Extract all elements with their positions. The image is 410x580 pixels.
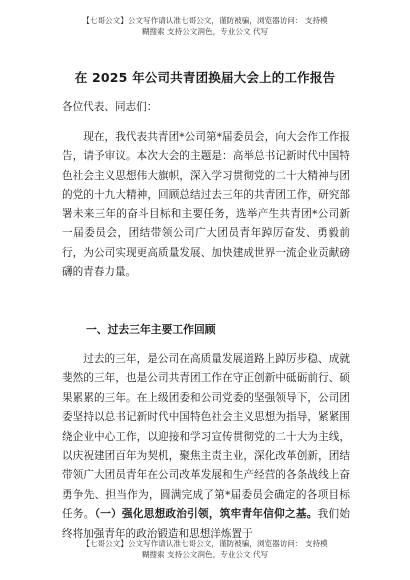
intro-paragraph-text: 现在，我代表共青团*公司第*届委员会，向大会作工作报告，请予审议。本次大会的主题是：高举总书记新时代中国特色社会主义思想伟大旗帜，深入学习贯彻党的二十大精神与团的党的十九大精神，回顾总结过去三年的共青团工作，研究部署未来三年的奋斗目标和主要任务，选举产生共青团*公司新一届委员会，团结带领公司广大团员青年踔厉奋发、勇毅前行，为公司实现更高质量发展、加快建成世界一流企业贡献磅礴的青春力量。	[62, 131, 350, 279]
header-banner	[0, 15, 410, 37]
salutation-text: 各位代表、同志们：	[62, 101, 158, 113]
review-paragraph-tail: 我们始终将加强青年的政治锻造和思想洋炼置于	[62, 508, 351, 540]
footer-banner	[0, 538, 410, 560]
section-heading: 一、过去三年主要工作回顾	[86, 323, 216, 336]
subsection-heading: （一）强化思想政治引领，筑牢青年信仰之基。	[94, 508, 318, 521]
document-title: 在 2025 年公司共青团换届大会上的工作报告	[74, 70, 336, 85]
header-banner-line2: 糊搜索 支持公文润色，专业公文 代写	[141, 27, 269, 36]
header-banner-line1: 【七哥公文】公文写作请认准七哥公文，谨防被骗，浏览器访问： 支持模	[82, 16, 328, 25]
footer-banner-line1: 【七哥公文】公文写作请认准七哥公文，谨防被骗，浏览器访问： 支持模	[82, 539, 328, 548]
footer-banner-line2: 糊搜索 支持公文润色，专业公文 代写	[141, 550, 269, 559]
salutation	[62, 98, 350, 117]
intro-paragraph	[62, 128, 350, 282]
review-paragraph-main: 过去的三年，是公司在高质量发展道路上踔厉步稳、成就斐然的三年，也是公司共青团工作在守正创新中砥砺前行、硕果累累的三年。在上级团委和公司党委的坚强领导下，公司团委坚持以总书记新时代中国特色社会主义思想为指导，紧紧围绕企业中心工作，以迎接和学习宣传贯彻党的二十大为主线，以庆祝建团百年为契机，聚焦主责主业，深化改革创新，团结带领广大团员青年在公司改革发展和生产经营的各条战线上奋勇争先、担当作为，圆满完成了第*届委员会确定的各项目标任务。	[62, 353, 350, 521]
review-paragraph-text	[62, 350, 350, 544]
review-paragraph	[62, 350, 350, 544]
